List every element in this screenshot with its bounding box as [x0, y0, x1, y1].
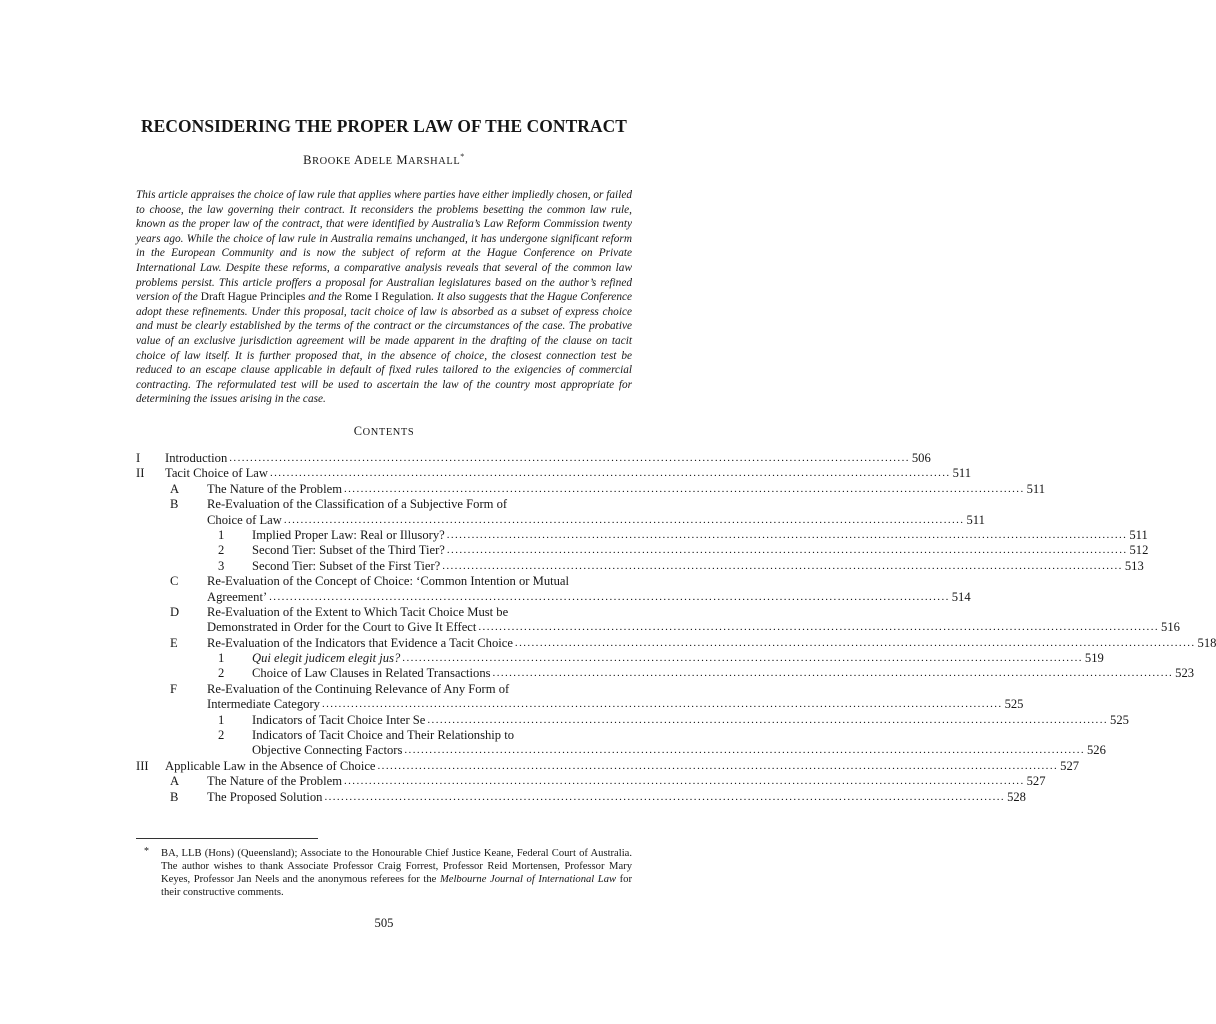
toc-entry: A The Nature of the Problem .................................................................................................................................................................... 527 — [170, 774, 1046, 789]
toc-entry-continuation: Objective Connecting Factors .................................................................................................................................................................... 526 — [252, 743, 1106, 758]
toc-entry: D Re-Evaluation of the Extent to Which Tacit Choice Must be — [170, 604, 509, 619]
article-title: RECONSIDERING THE PROPER LAW OF THE CONTRACT — [141, 116, 627, 136]
leader-dots: .................................................................................................................................................................... — [514, 636, 1196, 649]
page-number: 505 — [374, 916, 394, 930]
toc-entry: II Tacit Choice of Law .................................................................................................................................................................... 511 — [136, 466, 972, 481]
toc-entry-continuation: Intermediate Category .................................................................................................................................................................... 525 — [207, 697, 1024, 712]
author-name: BROOKE ADELE MARSHALL* — [303, 152, 465, 168]
toc-entry: 1 Qui elegit judicem elegit jus? .................................................................................................................................................................... 519 — [218, 651, 1104, 666]
leader-dots: .................................................................................................................................................................... — [229, 451, 910, 464]
leader-dots: .................................................................................................................................................................... — [478, 621, 1160, 634]
footnote-marker: * — [144, 846, 149, 857]
toc-entry: E Re-Evaluation of the Indicators that Evidence a Tacit Choice .................................................................................................................................................................... 518 — [170, 635, 1216, 650]
toc-entry: I Introduction .................................................................................................................................................................... 506 — [136, 450, 931, 465]
leader-dots: .................................................................................................................................................................... — [402, 652, 1083, 665]
toc-entry-continuation: Agreement’ .................................................................................................................................................................... 514 — [207, 589, 971, 604]
leader-dots: .................................................................................................................................................................... — [404, 744, 1085, 757]
leader-dots: .................................................................................................................................................................... — [344, 775, 1025, 788]
leader-dots: .................................................................................................................................................................... — [492, 667, 1174, 680]
toc-entry: 1 Implied Proper Law: Real or Illusory? .................................................................................................................................................................... 511 — [218, 527, 1148, 542]
author-footnote-marker: * — [460, 152, 465, 161]
footnote: * BA, LLB (Hons) (Queensland); Associate to the Honourable Chief Justice Keane, Federal Court of Australia. The author wishes to thank Associate Professor Craig Forrest, Professor Reid Mortensen, Professor Mary Keyes, Professor Jan Neels and the anonymous referees for the Melbourne Journal of International Law for their constructive comments. — [144, 846, 632, 898]
footnote-separator — [136, 838, 318, 839]
leader-dots: .................................................................................................................................................................... — [446, 544, 1128, 557]
toc-entry: 2 Indicators of Tacit Choice and Their Relationship to — [218, 728, 515, 743]
leader-dots: .................................................................................................................................................................... — [321, 698, 1003, 711]
leader-dots: .................................................................................................................................................................... — [269, 590, 950, 603]
toc-entry: C Re-Evaluation of the Concept of Choice: ‘Common Intention or Mutual — [170, 574, 569, 589]
toc-entry: B Re-Evaluation of the Classification of a Subjective Form of — [170, 497, 508, 512]
toc-entry-continuation: Demonstrated in Order for the Court to Give It Effect .................................................................................................................................................................... 516 — [207, 620, 1180, 635]
toc-entry-continuation: Choice of Law .................................................................................................................................................................... 511 — [207, 512, 985, 527]
contents-heading: CONTENTS — [353, 424, 415, 438]
leader-dots: .................................................................................................................................................................... — [377, 759, 1059, 772]
leader-dots: .................................................................................................................................................................... — [324, 790, 1006, 803]
toc-entry: III Applicable Law in the Absence of Choice .................................................................................................................................................................... 527 — [136, 758, 1080, 773]
leader-dots: .................................................................................................................................................................... — [427, 713, 1109, 726]
table-of-contents — [136, 450, 1216, 805]
leader-dots: .................................................................................................................................................................... — [283, 513, 965, 526]
toc-entry: 2 Choice of Law Clauses in Related Transactions .................................................................................................................................................................... 523 — [218, 666, 1195, 681]
toc-entry: A The Nature of the Problem .................................................................................................................................................................... 511 — [170, 481, 1046, 496]
toc-entry: 1 Indicators of Tacit Choice Inter Se .................................................................................................................................................................... 525 — [218, 712, 1129, 727]
leader-dots: .................................................................................................................................................................... — [344, 482, 1025, 495]
leader-dots: .................................................................................................................................................................... — [446, 528, 1128, 541]
toc-entry: 3 Second Tier: Subset of the First Tier? .................................................................................................................................................................... 513 — [218, 558, 1144, 573]
toc-entry: 2 Second Tier: Subset of the Third Tier? .................................................................................................................................................................... 512 — [218, 543, 1149, 558]
toc-entry: F Re-Evaluation of the Continuing Relevance of Any Form of — [170, 681, 510, 696]
toc-entry: B The Proposed Solution .................................................................................................................................................................... 528 — [170, 789, 1026, 804]
leader-dots: .................................................................................................................................................................... — [269, 467, 951, 480]
leader-dots: .................................................................................................................................................................... — [442, 559, 1123, 572]
abstract: This article appraises the choice of law rule that applies where parties have either impliedly chosen, or failed to choose, the law governing their contract. It reconsiders the problems besetting the common law rule, known as the proper law of the contract, that were identified by Australia’s Law Reform Commission twenty years ago. While the choice of law rule in Australia remains unchanged, it has undergone significant reform in the European Community and is now the subject of reform at the Hague Conference on Private International Law. Despite these reforms, a comparative analysis reveals that several of the common law problems persist. This article proffers a proposal for Australian legislatures based on the author’s refined version of the Draft Hague Principles and the Rome I Regulation. It also suggests that the Hague Conference adopt these refinements. Under this proposal, tacit choice of law is absorbed as a subset of express choice and must be clearly established by the terms of the contract or the circumstances of the case. The probative value of an exclusive jurisdiction agreement will be made apparent in the drafting of the clause on tacit choice of law itself. It is further proposed that, in the absence of choice, the closest connection test be reduced to an escape clause applicable in default of fixed rules tailored to the exigencies of commercial contracting. The reformulated test will be used to ascertain the law of the country most appropriate for determining the issues arising in the case. — [136, 189, 632, 406]
